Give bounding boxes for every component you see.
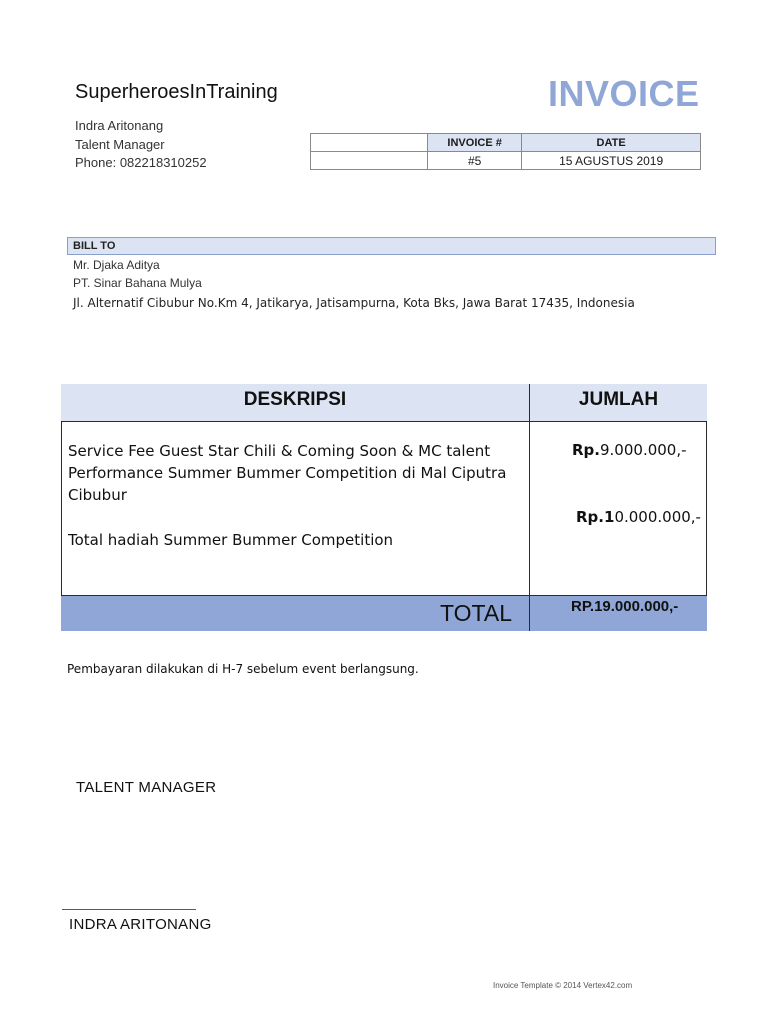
item-amount xyxy=(576,508,701,526)
amount-header: JUMLAH xyxy=(578,389,659,410)
invoice-meta-table xyxy=(310,133,701,170)
meta-blank-cell xyxy=(311,134,428,152)
sender-name: Indra Aritonang xyxy=(75,118,164,133)
item-amount xyxy=(572,441,687,459)
bill-to-label: BILL TO xyxy=(73,240,116,252)
sender-role: Talent Manager xyxy=(75,137,165,152)
signature-name: INDRA ARITONANG xyxy=(69,916,212,933)
template-credit: Invoice Template © 2014 Vertex42.com xyxy=(493,981,633,990)
invoice-number-label: INVOICE # xyxy=(428,134,522,152)
signature-line xyxy=(62,909,196,910)
invoice-number-value: #5 xyxy=(428,152,522,170)
bill-to-company: PT. Sinar Bahana Mulya xyxy=(73,276,202,290)
payment-note: Pembayaran dilakukan di H-7 sebelum event berlangsung. xyxy=(67,662,419,676)
total-value: RP.19.000.000,- xyxy=(571,598,679,615)
bill-to-name: Mr. Djaka Aditya xyxy=(73,258,160,272)
date-value: 15 AGUSTUS 2019 xyxy=(522,152,701,170)
company-name: SuperheroesInTraining xyxy=(75,81,278,103)
item-description: Total hadiah Summer Bummer Competition xyxy=(68,531,394,549)
item-amount-prefix: Rp.1 xyxy=(576,508,615,526)
item-amount-prefix: Rp. xyxy=(572,441,600,459)
bill-to-address: Jl. Alternatif Cibubur No.Km 4, Jatikarya, Jatisampurna, Kota Bks, Jawa Barat 17435, Indonesia xyxy=(73,296,635,310)
description-header: DESKRIPSI xyxy=(243,389,347,410)
item-amount-value: 0.000.000,- xyxy=(614,508,701,526)
invoice-title: INVOICE xyxy=(548,73,700,114)
column-divider xyxy=(529,384,530,631)
item-amount-value: 9.000.000,- xyxy=(600,441,687,459)
total-label: TOTAL xyxy=(440,600,512,626)
date-label: DATE xyxy=(522,134,701,152)
item-description: Service Fee Guest Star Chili & Coming Soon & MC talent Performance Summer Bummer Competition di Mal Ciputra Cibubur xyxy=(68,442,507,504)
signature-title: TALENT MANAGER xyxy=(76,779,217,796)
meta-blank-cell xyxy=(311,152,428,170)
bill-to-bar xyxy=(67,237,716,255)
sender-phone: Phone: 082218310252 xyxy=(75,155,207,170)
